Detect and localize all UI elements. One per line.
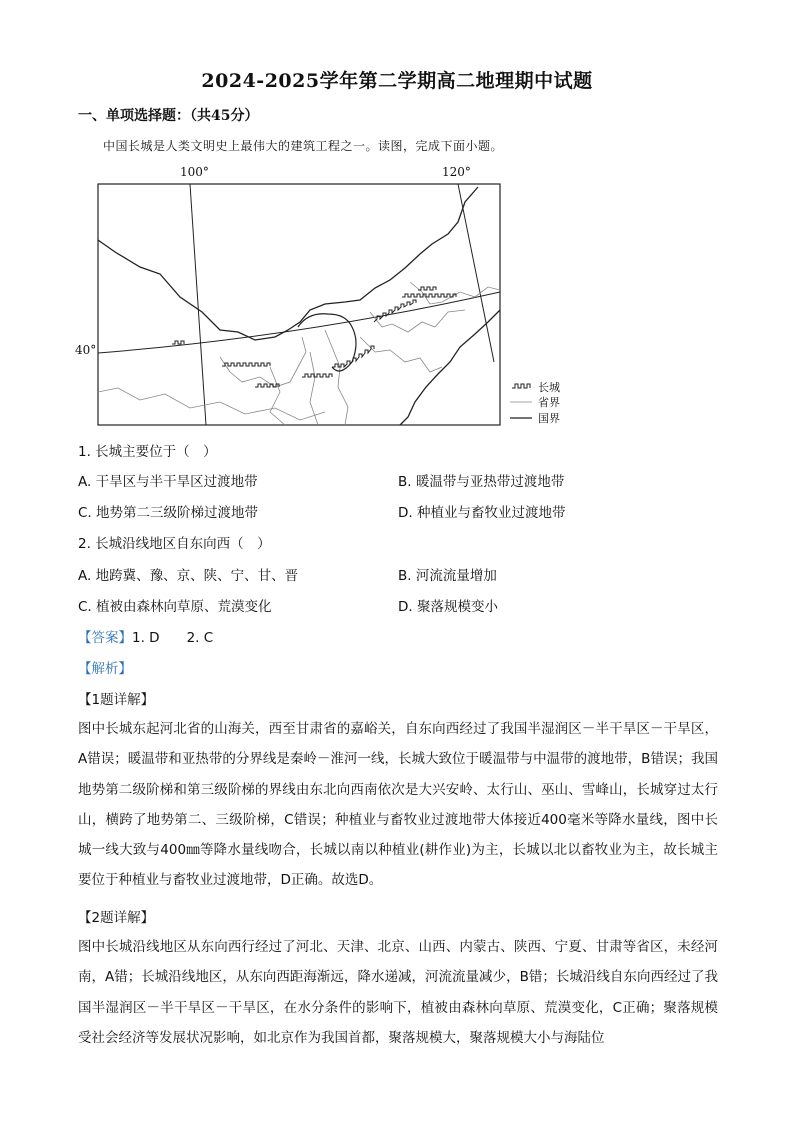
answer-label: 【答案】: [78, 630, 132, 646]
answer-line: [78, 626, 213, 646]
question-1-option-b: B. 暖温带与亚热带过渡地带: [398, 474, 565, 490]
detail-1-label: 【1题详解】: [78, 692, 155, 708]
detail-1-text: 图中长城东起河北省的山海关，西至甘肃省的嘉峪关，自东向西经过了我国半湿润区－半干旱区－干旱区，A错误；暖温带和亚热带的分界线是秦岭－淮河一线，长城大致位于暖温带与中温带的渡地带，B错误；我国地势第二级阶梯和第三级阶梯的界线由东北向西南依次是大兴安岭、太行山、巫山、雪峰山，长城穿过太行山，横跨了地势第二、三级阶梯，C错误；种植业与畜牧业过渡地带大体接近400毫米等降水量线，图中长城一线大致与400㎜等降水量线吻合，长城以南以种植业(耕作业)为主，长城以北以畜牧业为主，故长城主要位于种植业与畜牧业过渡地带，D正确。故选D。: [78, 721, 718, 889]
question-2-stem: 2. 长城沿线地区自东向西（ ）: [78, 536, 271, 552]
longitude-label-120: 120°: [442, 165, 471, 179]
question-1-stem: 1. 长城主要位于（ ）: [78, 444, 217, 460]
page-title: 2024-2025学年第二学期高二地理期中试题: [201, 70, 593, 92]
question-1-option-a: A. 干旱区与半干旱区过渡地带: [78, 474, 258, 490]
section-heading: 一、单项选择题：（共45分）: [78, 108, 259, 124]
question-intro: 中国长城是人类文明史上最伟大的建筑工程之一。读图，完成下面小题。: [103, 139, 504, 153]
question-2-option-c: C. 植被由森林向草原、荒漠变化: [78, 599, 272, 615]
detail-2-text: 图中长城沿线地区从东向西行经过了河北、天津、北京、山西、内蒙古、陕西、宁夏、甘肃等省区，未经河南，A错；长城沿线地区，从东向西距海渐远，降水递减，河流流量减少，B错；长城沿线自东向西经过了我国半湿润区－半干旱区－干旱区，在水分条件的影响下，植被由森林向草原、荒漠变化，C正确；聚落规模受社会经济等发展状况影响，如北京作为我国首都，聚落规模大，聚落规模大小与海陆位: [78, 939, 718, 1046]
question-1-option-c: C. 地势第二三级阶梯过渡地带: [78, 505, 259, 521]
legend-border-label: 国界: [538, 412, 560, 425]
legend-wall-symbol: [512, 384, 530, 388]
great-wall-segment: [418, 287, 436, 290]
great-wall-map: [70, 162, 590, 432]
longitude-label-100: 100°: [180, 165, 209, 179]
question-2-option-d: D. 聚落规模变小: [398, 599, 498, 615]
legend-province-label: 省界: [538, 396, 560, 409]
legend-wall-label: 长城: [538, 381, 560, 394]
map-figure: [70, 162, 590, 432]
analysis-label: 【解析】: [78, 661, 132, 677]
question-2-option-a: A. 地跨冀、豫、京、陕、宁、甘、晋: [78, 568, 299, 584]
question-1-option-d: D. 种植业与畜牧业过渡地带: [398, 505, 566, 521]
question-2-option-b: B. 河流流量增加: [398, 568, 497, 584]
latitude-label-40: 40°: [75, 343, 97, 357]
detail-2-label: 【2题详解】: [78, 910, 155, 926]
answer-text: 1. D 2. C: [132, 630, 214, 646]
